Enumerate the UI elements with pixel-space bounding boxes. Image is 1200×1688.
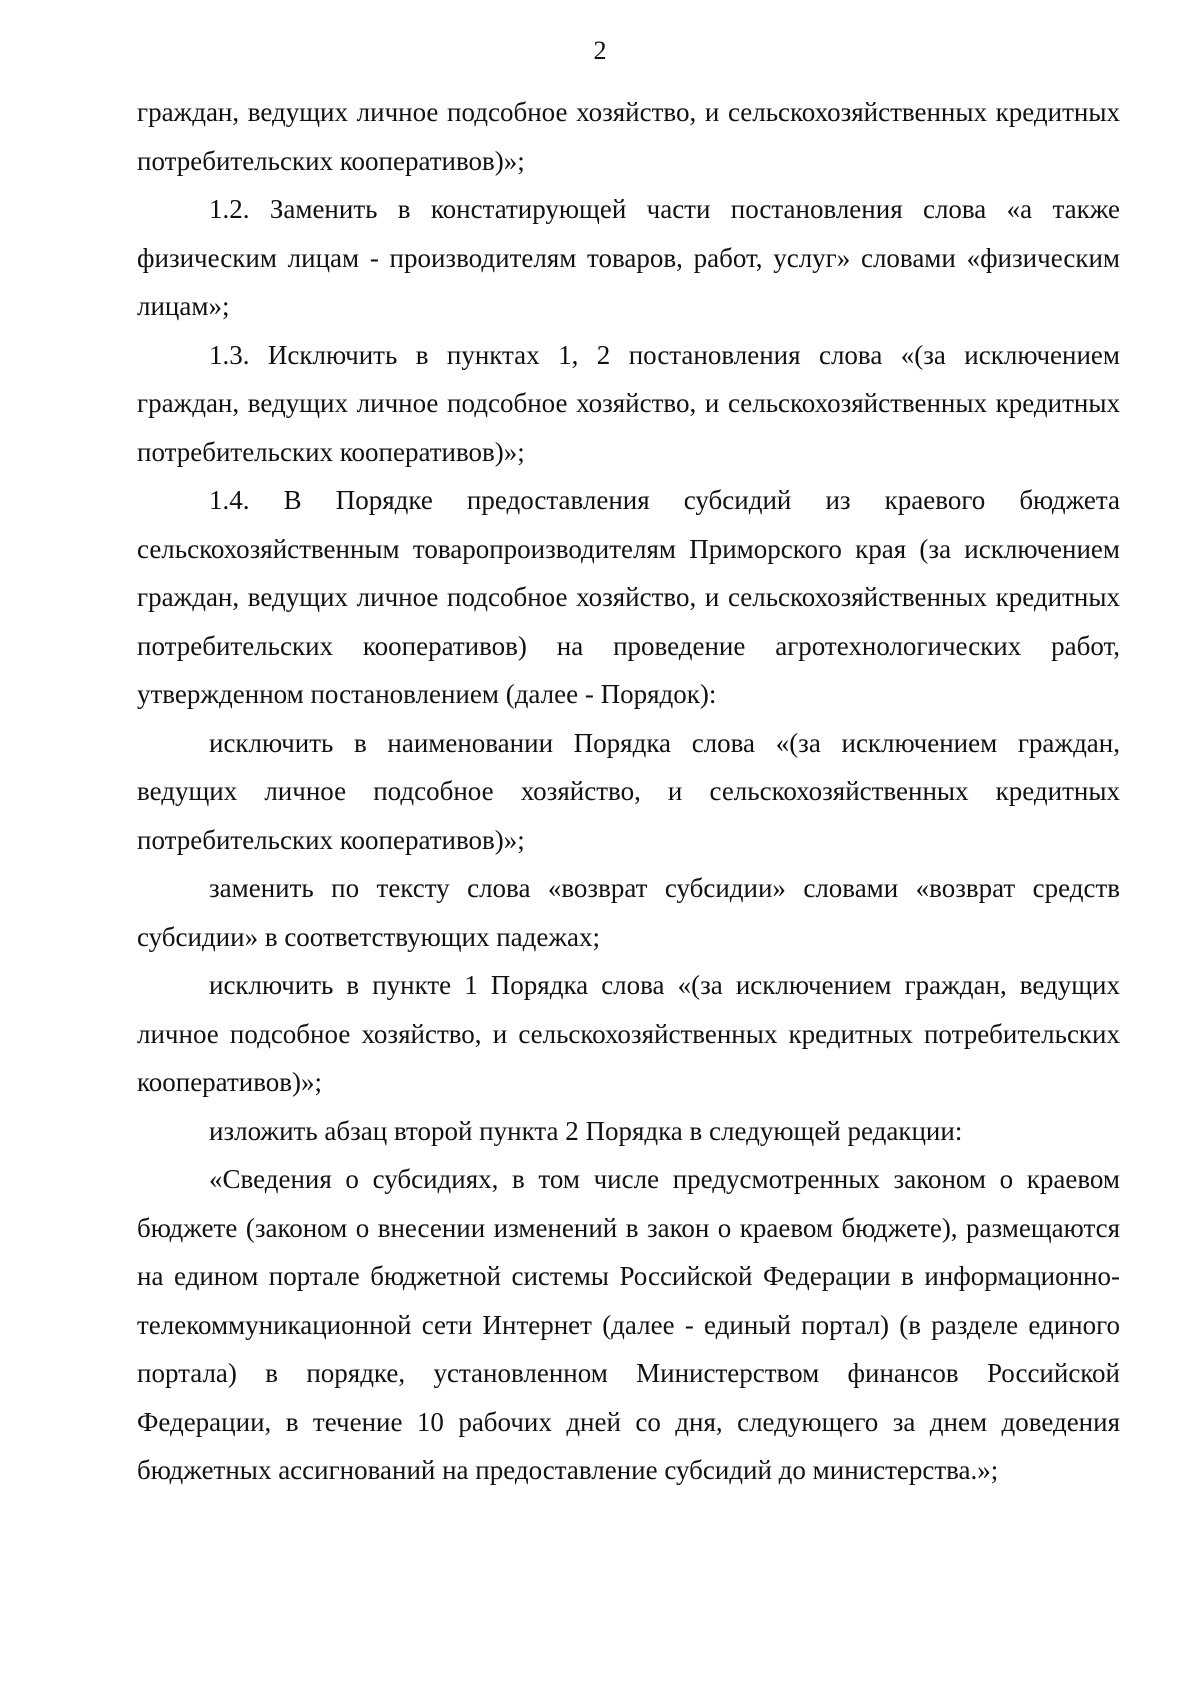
paragraph-quoted-text: «Сведения о субсидиях, в том числе предусмотренных законом о краевом бюджете (законом о внесении изменений в закон о краевом бюджете), размещаются на едином портале бюджетной системы Российской Федерации в информационно-телекоммуникационной сети Интернет (далее - единый портал) (в разделе единого портала) в порядке, установленном Министерством финансов Российской Федерации, в течение 10 рабочих дней со дня, следующего за днем доведения бюджетных ассигнований на предоставление субсидий до министерства.»; xyxy=(137,1164,1120,1485)
paragraph-replace-words: заменить по тексту слова «возврат субсидии» словами «возврат средств субсидии» в соответствующих падежах; xyxy=(137,873,1120,952)
paragraph-item-1-3: 1.3. Исключить в пунктах 1, 2 постановления слова «(за исключением граждан, ведущих личное подсобное хозяйство, и сельскохозяйственных кредитных потребительских кооперативов)»; xyxy=(137,339,1120,467)
document-body xyxy=(137,88,1120,1495)
paragraph-item-1-2: 1.2. Заменить в констатирующей части постановления слова «а также физическим лицам - производителям товаров, работ, услуг» словами «физическим лицам»; xyxy=(137,194,1120,321)
paragraph-restate-point-2: изложить абзац второй пункта 2 Порядка в следующей редакции: xyxy=(209,1115,963,1146)
page-number: 2 xyxy=(593,36,607,65)
paragraph-exclude-point-1: исключить в пункте 1 Порядка слова «(за исключением граждан, ведущих личное подсобное хозяйство, и сельскохозяйственных кредитных потребительских кооперативов)»; xyxy=(137,970,1120,1097)
paragraph-continuation: граждан, ведущих личное подсобное хозяйство, и сельскохозяйственных кредитных потребительских кооперативов)»; xyxy=(137,97,1120,176)
paragraph-item-1-4: 1.4. В Порядке предоставления субсидий из краевого бюджета сельскохозяйственным товаропроизводителям Приморского края (за исключением граждан, ведущих личное подсобное хозяйство, и сельскохозяйственных кредитных потребительских кооперативов) на проведение агротехнологических работ, утвержденном постановлением (далее - Порядок): xyxy=(137,485,1120,709)
paragraph-exclude-title: исключить в наименовании Порядка слова «(за исключением граждан, ведущих личное подсобное хозяйство, и сельскохозяйственных кредитных потребительских кооперативов)»; xyxy=(137,727,1120,855)
